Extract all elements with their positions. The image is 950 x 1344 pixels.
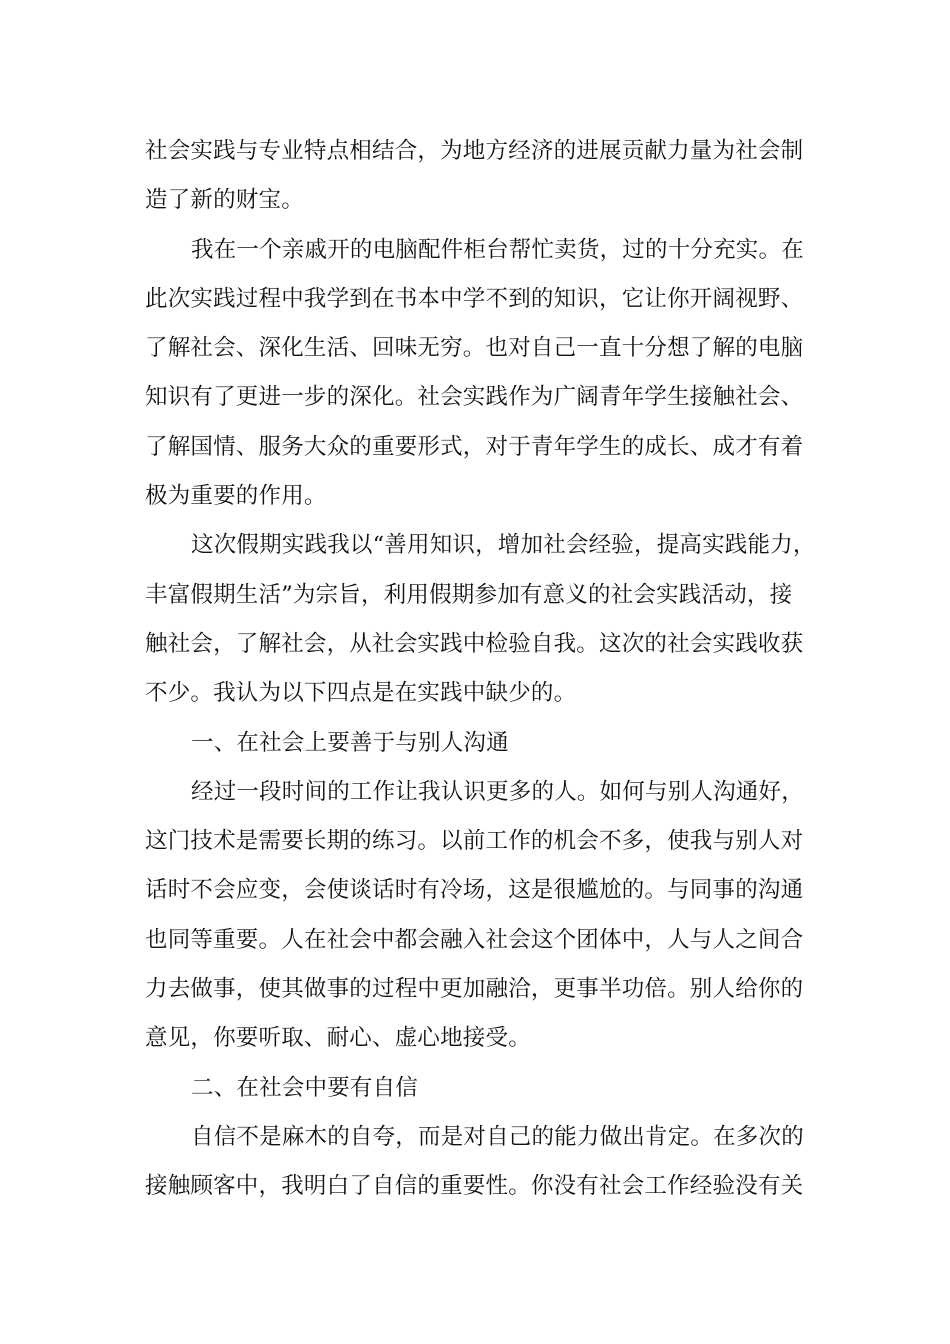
- text-line: 这次假期实践我以“善用知识，增加社会经验，提高实践能力，: [191, 532, 816, 559]
- text-line: 了解社会、深化生活、回味无穷。也对自己一直十分想了解的电脑: [145, 335, 804, 362]
- document-body: [145, 127, 816, 1212]
- text-line: 不少。我认为以下四点是在实践中缺少的。: [145, 680, 577, 707]
- text-line: 接触顾客中，我明白了自信的重要性。你没有社会工作经验没有关: [145, 1173, 804, 1200]
- text-line: 二、在社会中要有自信: [191, 1074, 419, 1101]
- text-line: 造了新的财宝。: [145, 187, 304, 214]
- text-line: 社会实践与专业特点相结合，为地方经济的进展贡献力量为社会制: [145, 138, 804, 164]
- text-line: 经过一段时间的工作让我认识更多的人。如何与别人沟通好，: [191, 778, 804, 805]
- text-line: 一、在社会上要善于与别人沟通: [191, 729, 509, 756]
- text-line: 此次实践过程中我学到在书本中学不到的知识，它让你开阔视野、: [145, 285, 804, 312]
- text-line: 丰富假期生活”为宗旨，利用假期参加有意义的社会实践活动，接: [145, 581, 793, 608]
- text-line: 知识有了更进一步的深化。社会实践作为广阔青年学生接触社会、: [145, 384, 804, 411]
- text-line: 我在一个亲戚开的电脑配件柜台帮忙卖货，过的十分充实。在: [191, 236, 804, 263]
- text-line: 了解国情、服务大众的重要形式，对于青年学生的成长、成才有着: [145, 433, 804, 460]
- text-line: 话时不会应变，会使谈话时有冷场，这是很尴尬的。与同事的沟通: [145, 877, 804, 904]
- text-line: 触社会，了解社会，从社会实践中检验自我。这次的社会实践收获: [145, 630, 804, 657]
- text-line: 意见，你要听取、耐心、虚心地接受。: [145, 1025, 531, 1052]
- text-line: 这门技术是需要长期的练习。以前工作的机会不多，使我与别人对: [145, 828, 804, 855]
- text-line: 自信不是麻木的自夸，而是对自己的能力做出肯定。在多次的: [191, 1123, 804, 1150]
- text-line: 也同等重要。人在社会中都会融入社会这个团体中，人与人之间合: [145, 926, 804, 953]
- text-line: 极为重要的作用。: [145, 483, 327, 510]
- text-line: 力去做事，使其做事的过程中更加融洽，更事半功倍。别人给你的: [145, 976, 804, 1003]
